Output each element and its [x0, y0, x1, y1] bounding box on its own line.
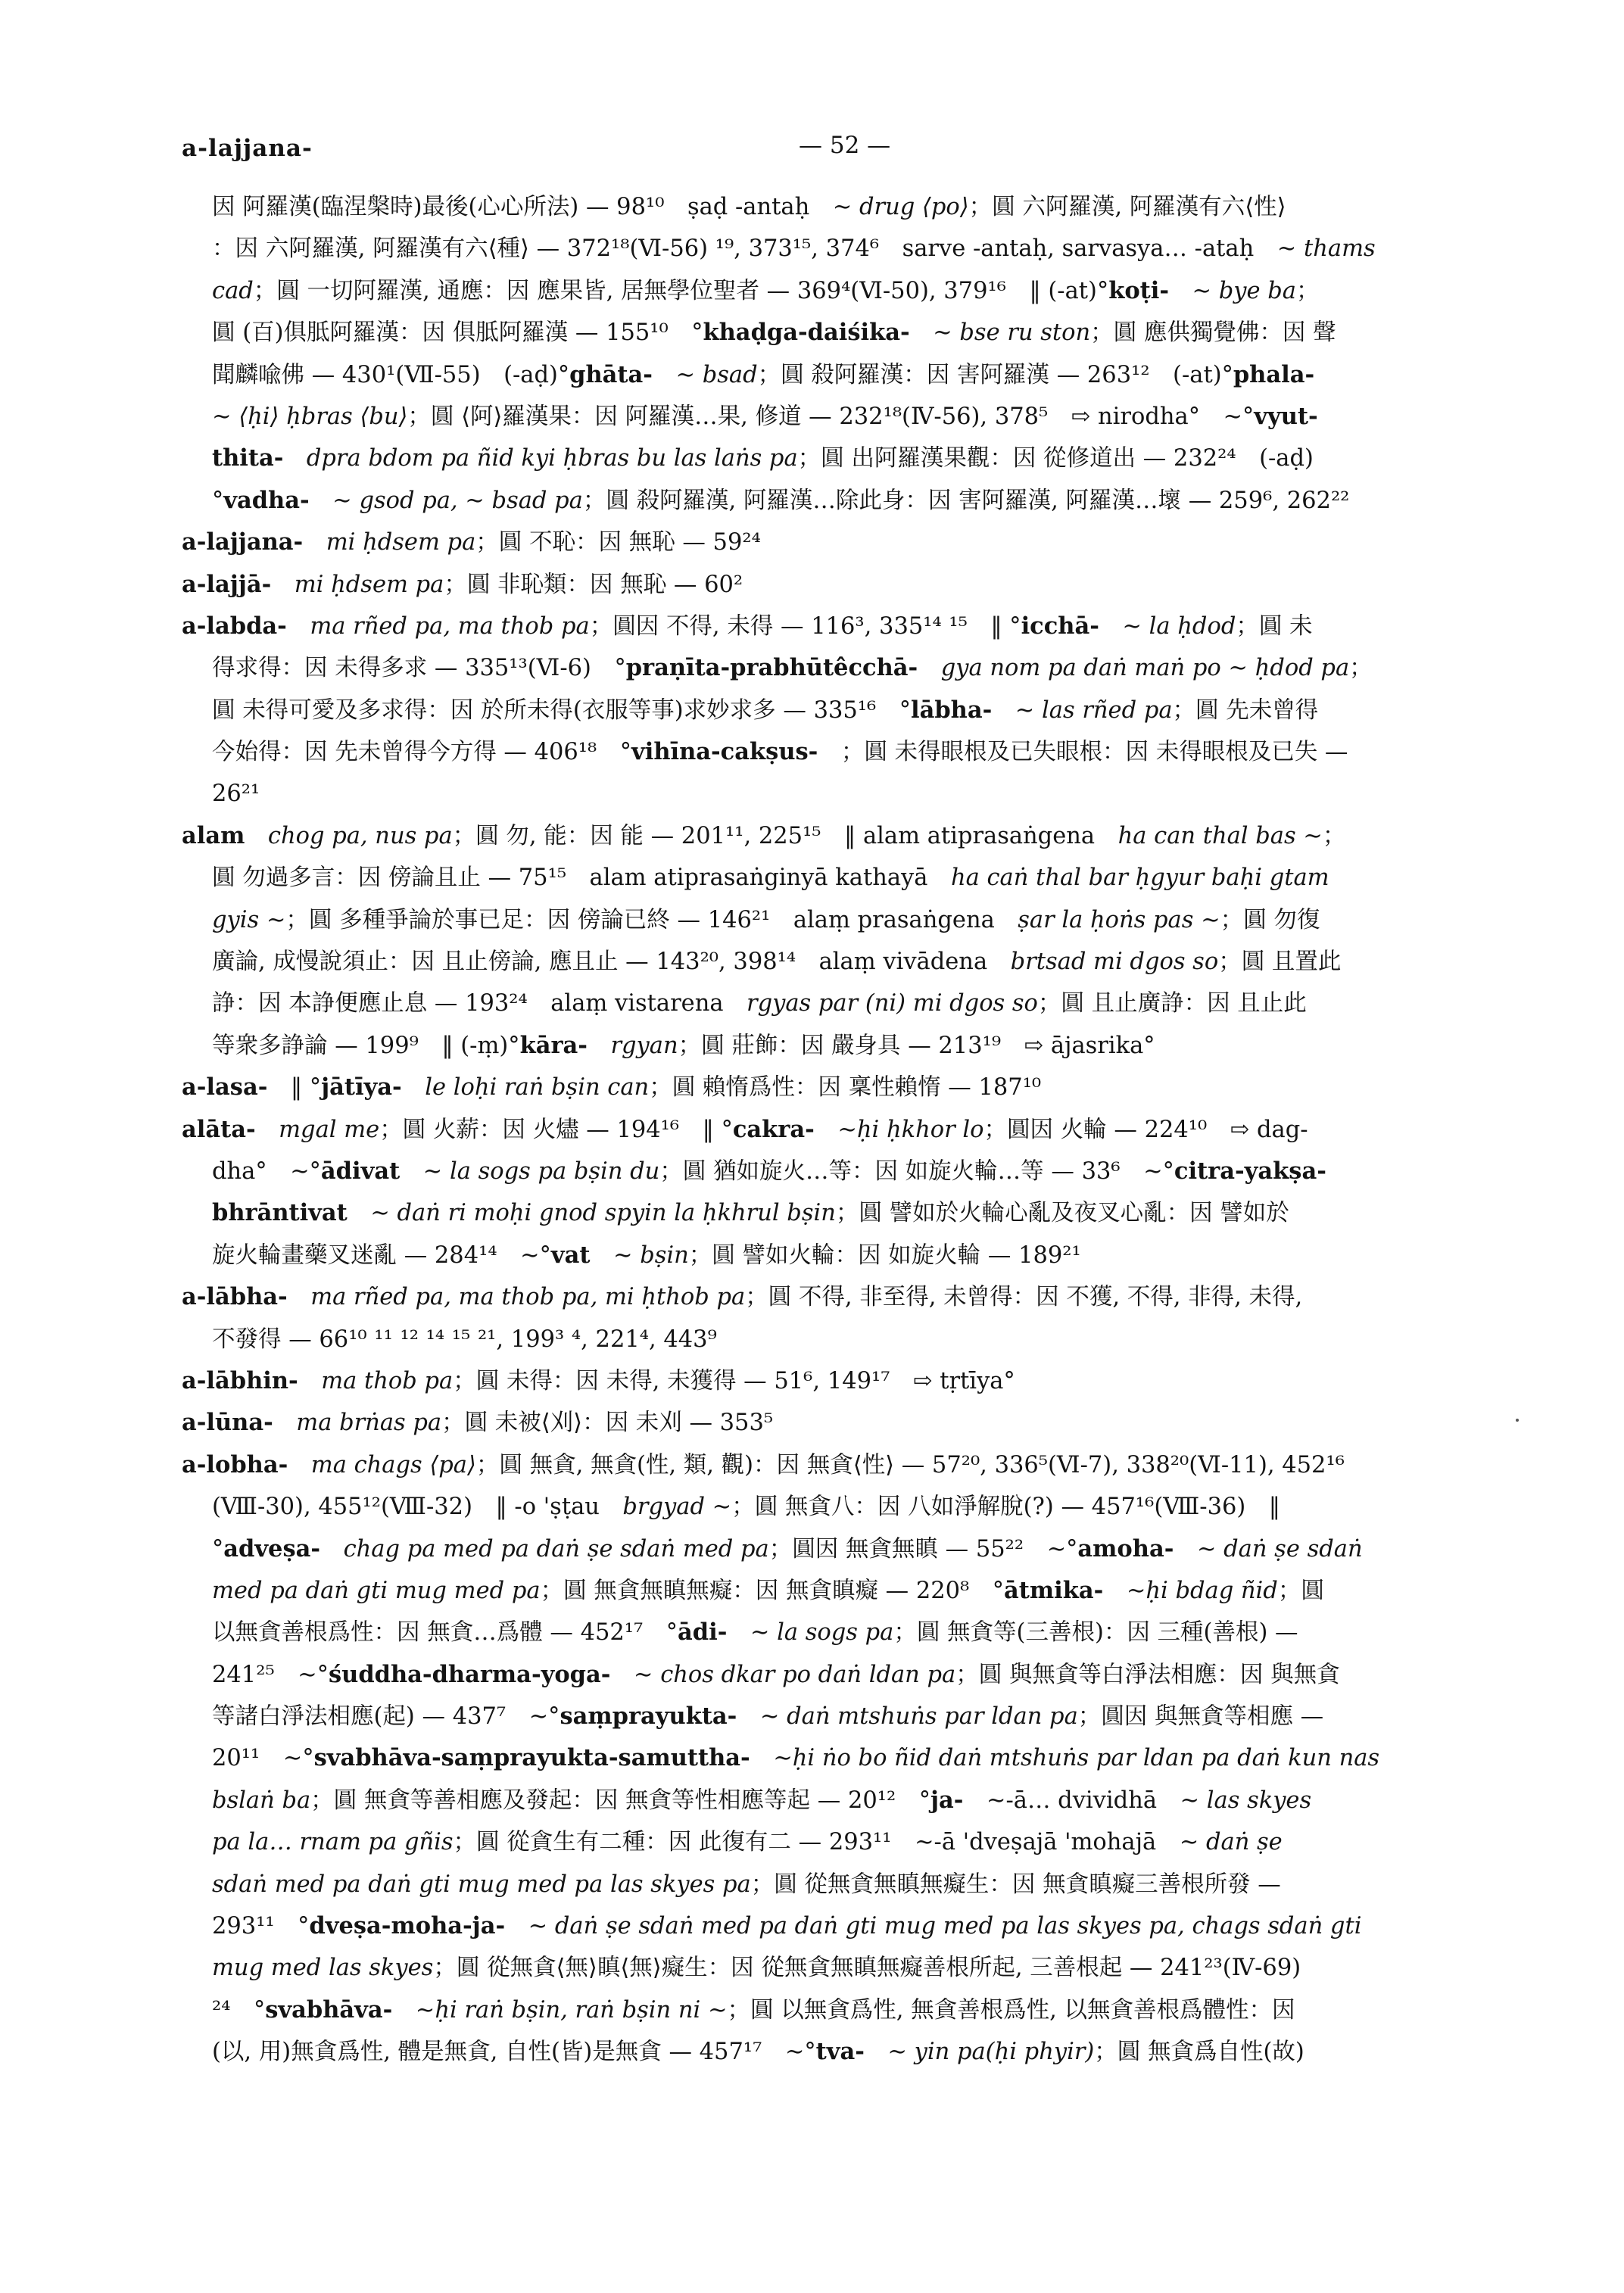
tibetan-text: gya nom pa daṅ maṅ po ∼ ḥdod pa [940, 655, 1350, 682]
headword: vadha- [223, 486, 310, 514]
text-segment: ∼ [737, 1703, 787, 1731]
tibetan-text: ha can thal bas ∼ [1117, 822, 1323, 849]
headword: a-lobha- [182, 1450, 288, 1478]
text-segment: 圓 勿過多言：因 傍論且止 — 75¹⁵ alam atiprasaṅginyā kathayā [212, 865, 951, 892]
entry-start-line [182, 522, 1526, 563]
headword: vihīna-cakṣus- [631, 738, 818, 766]
text-segment [918, 655, 941, 681]
tibetan-text: gsod pa, ∼ bsad pa [359, 487, 583, 514]
tibetan-text: la ḥdod [1149, 612, 1236, 640]
tibetan-text: chag pa med pa daṅ ṣe sdaṅ med pa [343, 1535, 769, 1562]
text-segment: ；圓 從貪生有二種：因 此復有二 — 293¹¹ ∼-ā 'dveṣajā 'mohajā ∼ [453, 1829, 1206, 1856]
text-segment [392, 1997, 416, 2024]
headword: ja- [930, 1786, 964, 1814]
entry-continuation-line [182, 1528, 1526, 1570]
text-segment: ；圓 無貪無瞋無癡：因 無貪瞋癡 — 220⁸ ° [540, 1577, 1005, 1604]
tibetan-text: rgyan [610, 1032, 678, 1059]
tibetan-text: daṅ ṣe sdaṅ [1223, 1535, 1363, 1562]
entry-continuation-line [182, 438, 1526, 479]
headword: ādivat [320, 1157, 401, 1185]
tibetan-text: bṣin [640, 1242, 689, 1269]
text-segment: ∼ [1174, 1535, 1224, 1562]
tibetan-text: bslaṅ ba [212, 1787, 311, 1814]
text-segment [287, 613, 310, 640]
text-segment: ； [1296, 277, 1320, 304]
page-number: — 52 — [799, 132, 891, 159]
stray-mark [1516, 1419, 1519, 1422]
text-segment: ；圓 不恥：因 無恥 — 59²⁴ [475, 529, 761, 556]
text-segment: ；圓 未被⟨刈⟩：因 未刈 — 353⁵ [441, 1410, 774, 1437]
text-segment: ；圓 [1277, 1577, 1324, 1604]
text-segment: ；圓 先未曾得 [1172, 696, 1319, 724]
tibetan-text: mi ḥdsem pa [294, 571, 444, 598]
entry-start-line [182, 815, 1526, 857]
tibetan-text: daṅ ṣe [1205, 1829, 1283, 1856]
tibetan-text: las skyes [1206, 1787, 1312, 1814]
text-segment: ；圓 六阿羅漢, 阿羅漢有六⟨性⟩ [968, 194, 1286, 220]
tibetan-text: ma chags ⟨pa⟩ [310, 1451, 476, 1478]
text-segment: ；圓 從無貪⟨無⟩瞋⟨無⟩癡生：因 從無貪無瞋無癡善根所起, 三善根起 — 241²³(Ⅳ-69) [433, 1955, 1301, 1982]
entry-continuation-line [182, 1864, 1526, 1905]
text-segment: ；圓 無貪等善相應及發起：因 無貪等性相應等起 — 20¹² ° [310, 1787, 930, 1814]
text-segment: ；圓因 火輪 — 224¹⁰ ⇨ dag- [983, 1116, 1308, 1143]
tibetan-text: ∼ḥi bdag ñid [1126, 1577, 1278, 1604]
entry-continuation-line [182, 1780, 1526, 1821]
text-segment: ‖ ° [267, 1074, 322, 1101]
entry-continuation-line [182, 1654, 1526, 1696]
headword: icchā- [1021, 612, 1099, 640]
text-segment: (Ⅷ-30), 455¹²(Ⅷ-32) ‖ -o 'ṣṭau [212, 1494, 623, 1521]
entry-continuation-line [182, 312, 1526, 354]
headword: a-lajjana- [182, 528, 304, 556]
entry-continuation-line [182, 941, 1526, 983]
tibetan-text: brtsad mi dgos so [1010, 949, 1219, 976]
text-segment: ；圓 與無貪等白淨法相應：因 與無貪 [955, 1661, 1340, 1688]
text-segment: ；圓 應供獨覺佛：因 聲 [1090, 319, 1336, 347]
text-segment: ；圓 殺阿羅漢, 阿羅漢…除此身：因 害阿羅漢, 阿羅漢…壞 — 259⁶, 262²² [582, 487, 1350, 514]
tibetan-text: daṅ mtshuṅs par ldan pa [787, 1703, 1078, 1731]
tibetan-text: pa la… rnam pa gñis [212, 1829, 454, 1856]
headword: śuddha-dharma-yoga- [328, 1660, 611, 1688]
entry-continuation-line [182, 1319, 1526, 1360]
headword: dveṣa-moha-ja- [309, 1912, 506, 1940]
text-segment: ∼ [1099, 612, 1149, 640]
text-segment: ° [212, 1535, 224, 1562]
headword: ādi- [678, 1618, 728, 1647]
text-segment: ：因 六阿羅漢, 阿羅漢有六⟨種⟩ — 372¹⁸(Ⅵ-56) ¹⁹, 373¹⁵, 374⁶ sarve -antaḥ, sarvasya… -ataḥ ∼ [212, 235, 1304, 263]
entry-continuation-line [182, 647, 1526, 689]
text-segment: ；圓 莊飾：因 嚴身具 — 213¹⁹ ⇨ ājasrika° [678, 1032, 1155, 1059]
tibetan-text: ṣar la ḥoṅs pas ∼ [1018, 906, 1220, 933]
text-segment: ；圓 多種爭論於事已足：因 傍論已終 — 146²¹ alaṃ prasaṅgena [285, 906, 1018, 933]
tibetan-text: med pa daṅ gti mug med pa [212, 1577, 541, 1604]
text-segment [273, 1410, 297, 1436]
tibetan-text: le loḥi raṅ bṣin can [425, 1074, 650, 1101]
headword: vat [550, 1241, 591, 1269]
tibetan-text: bsad [702, 361, 758, 388]
text-segment: ；圓 一切阿羅漢, 通應：因 應果皆, 居無學位聖者 — 369⁴(Ⅵ-50), 379¹⁶ ‖ (-at)° [253, 277, 1109, 304]
text-segment [303, 529, 326, 556]
tibetan-text: cad [212, 277, 254, 304]
headword: lābha- [911, 696, 993, 724]
text-segment: ； [1322, 822, 1346, 849]
headword: khaḍga-daiśika- [703, 319, 910, 347]
headword: svabhāva-saṃprayukta-samuttha- [313, 1744, 750, 1772]
tibetan-text: mi ḥdsem pa [326, 529, 476, 556]
entry-continuation-line [182, 1905, 1526, 1947]
text-segment: ；圓 以無貪爲性, 無貪善根爲性, 以無貪善根爲體性：因 [727, 1996, 1295, 2024]
text-segment [402, 1074, 425, 1101]
text-segment: ； [1349, 655, 1373, 682]
tibetan-text: daṅ ri moḥi gnod spyin la ḥkhrul bṣin [397, 1200, 836, 1227]
headword: jātīya- [321, 1073, 402, 1101]
text-segment: ；圓 譬如火輪：因 如旋火輪 — 189²¹ [688, 1242, 1081, 1269]
text-segment: ；圓 無貪, 無貪(性, 類, 觀)：因 無貪⟨性⟩ — 57²⁰, 336⁵(Ⅵ-7), 338²⁰(Ⅵ-11), 452¹⁶ [475, 1451, 1345, 1478]
entry-start-line [182, 1109, 1526, 1151]
text-segment: (以, 用)無貪爲性, 體是無貪, 自性(皆)是無貪 — 457¹⁷ ∼° [212, 2039, 816, 2066]
headword: alāta- [182, 1115, 256, 1143]
tibetan-text: ha caṅ thal bar ḥgyur baḥi gtam [950, 865, 1329, 892]
headword: a-lasa- [182, 1073, 268, 1101]
text-segment: ；圓 未 [1236, 612, 1313, 640]
entry-continuation-line [182, 354, 1526, 396]
text-segment: 26²¹ [212, 780, 260, 808]
entry-continuation-line [182, 1737, 1526, 1779]
entry-continuation-line [182, 2031, 1526, 2073]
text-segment: ∼ [400, 1157, 450, 1185]
tibetan-text: daṅ ṣe sdaṅ med pa daṅ gti mug med pa las skyes pa, chags sdaṅ gti [554, 1913, 1362, 1940]
entry-continuation-line [182, 690, 1526, 731]
headword: ghāta- [569, 360, 653, 388]
text-segment [283, 445, 307, 472]
headword: thita- [212, 444, 284, 472]
headword: svabhāva- [265, 1995, 393, 2024]
entry-continuation-line [182, 983, 1526, 1024]
tibetan-text: ma rñed pa, ma thob pa, mi ḥthob pa [310, 1284, 746, 1311]
text-segment [245, 823, 268, 849]
tibetan-text: la sogs pa [777, 1619, 894, 1647]
text-segment: 等諸白淨法相應(起) — 437⁷ ∼° [212, 1703, 560, 1731]
tibetan-text: chos dkar po daṅ ldan pa [660, 1661, 956, 1688]
headword: ātmika- [1004, 1576, 1104, 1604]
text-segment: ∼ [505, 1913, 555, 1940]
entry-continuation-line [182, 731, 1526, 773]
text-segment: ；圓 出阿羅漢果觀：因 從修道出 — 232²⁴ (-aḍ) [797, 445, 1314, 472]
tibetan-text: la sogs pa bṣin du [449, 1157, 660, 1185]
headword: vyut- [1254, 402, 1318, 430]
text-segment: ；圓 勿復 [1220, 906, 1320, 933]
text-segment [256, 1117, 279, 1143]
text-segment: ∼ [652, 361, 703, 388]
entry-continuation-line [182, 1486, 1526, 1528]
entry-start-line [182, 1067, 1526, 1108]
text-segment: ；圓 譬如於火輪心亂及夜叉心亂：因 譬如於 [835, 1200, 1289, 1227]
entry-continuation-line [182, 1696, 1526, 1737]
entry-continuation-line [182, 1570, 1526, 1612]
text-segment: ；圓因 不得, 未得 — 116³, 335¹⁴ ¹⁵ ‖ ° [589, 612, 1021, 640]
entry-continuation-line [182, 1192, 1526, 1234]
text-segment: ；圓 不得, 非至得, 未曾得：因 不獲, 不得, 非得, 未得, [745, 1284, 1303, 1311]
text-segment: ；圓 賴惰爲性：因 稟性賴惰 — 187¹⁰ [649, 1074, 1042, 1101]
entry-continuation-line [182, 1235, 1526, 1276]
tibetan-text: chog pa, nus pa [267, 822, 453, 849]
text-segment [750, 1745, 774, 1771]
text-segment: ；圓因 無貪無瞋 — 55²² ∼° [768, 1535, 1078, 1562]
entry-start-line [182, 606, 1526, 647]
text-segment: 293¹¹ ° [212, 1913, 310, 1940]
text-segment: ；圓 勿, 能：因 能 — 201¹¹, 225¹⁵ ‖ alam atiprasaṅgena [452, 822, 1118, 849]
headword: kāra- [519, 1031, 588, 1059]
entry-continuation-line [182, 1989, 1526, 2031]
headword: cakra- [732, 1115, 815, 1143]
entry-start-line [182, 1360, 1526, 1402]
text-segment: ∼ [727, 1619, 778, 1647]
tibetan-text: bye ba [1218, 277, 1296, 304]
tibetan-text: thams [1304, 235, 1376, 263]
text-segment: 諍：因 本諍便應止息 — 193²⁴ alaṃ vistarena [212, 990, 747, 1017]
text-segment: ；圓 且止廣諍：因 且止此 [1037, 990, 1307, 1017]
entry-continuation-line [182, 857, 1526, 899]
text-segment: ；圓 ⟨阿⟩羅漢果：因 阿羅漢…果, 修道 — 232¹⁸(Ⅳ-56), 378⁵ ⇨ nirodha° ∼° [407, 403, 1255, 430]
headword: a-labda- [182, 612, 287, 640]
text-segment [288, 1284, 311, 1310]
tibetan-text: ∼ḥi raṅ bṣin, raṅ bṣin ni ∼ [415, 1996, 728, 2024]
headword: adveṣa- [223, 1534, 321, 1562]
text-segment: ；圓因 與無貪等相應 — [1077, 1703, 1324, 1731]
text-segment: ；圓 非恥類：因 無恥 — 60² [444, 571, 743, 598]
tibetan-text: brgyad ∼ [622, 1494, 732, 1521]
headword: a-lūna- [182, 1409, 273, 1437]
text-segment [298, 1368, 322, 1394]
text-segment: 廣論, 成慢說須止：因 且止傍論, 應且止 — 143²⁰, 398¹⁴ alaṃ vivādena [212, 949, 1011, 976]
entry-start-line [182, 1402, 1526, 1444]
entry-continuation-line [182, 1947, 1526, 1989]
headword: amoha- [1077, 1534, 1174, 1562]
text-segment: ∼ [212, 403, 239, 430]
headword: tva- [815, 2038, 865, 2066]
text-segment: 圓 (百)俱胝阿羅漢：因 俱胝阿羅漢 — 155¹⁰ ° [212, 319, 703, 347]
text-segment: 旋火輪畫藥叉迷亂 — 284¹⁴ ∼° [212, 1242, 551, 1269]
text-segment: ；圓 未得：因 未得, 未獲得 — 51⁶, 149¹⁷ ⇨ tṛtīya° [453, 1367, 1015, 1394]
tibetan-text: yin pa(ḥi phyir) [914, 2039, 1095, 2066]
text-segment: 圓 未得可愛及多求得：因 於所未得(衣服等事)求妙求多 — 335¹⁶ ° [212, 696, 911, 724]
text-segment: ∼ [590, 1242, 641, 1269]
entry-start-line [182, 564, 1526, 606]
text-segment: 以無貪善根爲性：因 無貪…爲體 — 452¹⁷ ° [212, 1619, 678, 1647]
tibetan-text: las rñed pa [1042, 696, 1173, 724]
text-segment [271, 572, 295, 598]
tibetan-text: ma brṅas pa [296, 1410, 442, 1437]
text-segment: ；圓 火薪：因 火燼 — 194¹⁶ ‖ ° [379, 1116, 733, 1143]
entry-continuation-line [182, 1151, 1526, 1192]
text-segment: 聞麟喩佛 — 430¹(Ⅶ-55) (-aḍ)° [212, 361, 570, 388]
entry-continuation-line [182, 1025, 1526, 1067]
entry-start-line [182, 1276, 1526, 1318]
text-segment: 等衆多諍論 — 199⁹ ‖ (-ṃ)° [212, 1032, 520, 1059]
text-segment: ；圓 殺阿羅漢：因 害阿羅漢 — 263¹² (-at)° [757, 361, 1233, 388]
text-segment: ；圓 從無貪無瞋無癡生：因 無貪瞋癡三善根所發 — [750, 1871, 1281, 1898]
text-segment: 今始得：因 先未曾得今方得 — 406¹⁸ ° [212, 739, 632, 766]
text-segment [815, 1117, 838, 1143]
text-segment: ∼ [864, 2039, 915, 2066]
text-segment: ∼ [1169, 277, 1219, 304]
entry-continuation-line [182, 270, 1526, 312]
headword: phala- [1233, 360, 1315, 388]
entry-continuation-line [182, 396, 1526, 438]
tibetan-text: gyis ∼ [212, 906, 286, 933]
entry-continuation-line [182, 773, 1526, 815]
text-segment: ∼ [309, 487, 360, 514]
text-segment: 得求得：因 未得多求 — 335¹³(Ⅵ-6) ° [212, 655, 626, 682]
entry-continuation-line [182, 186, 1526, 228]
tibetan-text: mgal me [279, 1116, 380, 1143]
text-segment [1103, 1578, 1127, 1604]
text-segment: ；圓 未得眼根及已失眼根：因 未得眼根及已失 — [818, 739, 1348, 766]
running-head: a-lajjana- [182, 135, 313, 162]
headword: saṃprayukta- [560, 1703, 737, 1731]
text-segment: 241²⁵ ∼° [212, 1661, 329, 1688]
headword: citra-yakṣa- [1174, 1157, 1326, 1185]
text-segment: ∼ [610, 1661, 661, 1688]
text-segment: ²⁴ ° [212, 1996, 266, 2024]
entry-continuation-line [182, 480, 1526, 522]
text-segment: ；圓 無貪等(三善根)：因 三種(善根) — [893, 1619, 1298, 1647]
text-segment: ∼ [992, 696, 1043, 724]
headword: a-lābha- [182, 1283, 288, 1311]
text-segment: ∼ [909, 319, 960, 347]
headword: a-lābhin- [182, 1366, 298, 1394]
text-segment: ∼-ā… dvividhā ∼ [963, 1787, 1207, 1814]
tibetan-text: mug med las skyes [212, 1955, 434, 1982]
text-segment: 不發得 — 66¹⁰ ¹¹ ¹² ¹⁴ ¹⁵ ²¹, 199³ ⁴, 221⁴, 443⁹ [212, 1326, 717, 1353]
headword: bhrāntivat [212, 1199, 348, 1227]
text-segment: ；圓 猶如旋火…等：因 如旋火輪…等 — 33⁶ ∼° [659, 1157, 1174, 1185]
text-segment [588, 1033, 611, 1059]
headword: a-lajjā- [182, 570, 272, 598]
tibetan-text: dpra bdom pa ñid kyi ḥbras bu las laṅs pa [306, 445, 798, 472]
entry-start-line [182, 1444, 1526, 1486]
text-segment: ° [212, 487, 224, 514]
tibetan-text: ∼ḥi ḥkhor lo [837, 1116, 984, 1143]
entry-continuation-line [182, 1612, 1526, 1653]
text-segment: ∼ [347, 1200, 397, 1227]
entry-continuation-line [182, 228, 1526, 269]
tibetan-text: ma thob pa [321, 1367, 454, 1394]
headword: alam [182, 821, 245, 849]
dictionary-body [182, 186, 1526, 2073]
text-segment [320, 1536, 344, 1562]
headword: koṭi- [1108, 276, 1170, 304]
text-segment [288, 1452, 311, 1478]
text-segment: dha° ∼° [212, 1157, 321, 1185]
text-segment: 因 阿羅漢(臨涅槃時)最後(心心所法) — 98¹⁰ ṣaḍ -antaḥ ∼ [212, 194, 859, 220]
text-segment: ；圓 無貪八：因 八如淨解脫(?) — 457¹⁶(Ⅷ-36) ‖ [731, 1494, 1281, 1521]
entry-continuation-line [182, 899, 1526, 941]
tibetan-text: rgyas par (ni) mi dgos so [747, 990, 1038, 1017]
headword: praṇīta-prabhūtêcchā- [625, 654, 918, 682]
text-segment: ；圓 且置此 [1218, 949, 1342, 976]
tibetan-text: drug ⟨po⟩ [859, 194, 969, 220]
text-segment: ；圓 無貪爲自性(故) [1094, 2039, 1304, 2066]
text-segment: 20¹¹ ∼° [212, 1745, 314, 1772]
tibetan-text: bse ru ston [959, 319, 1091, 347]
tibetan-text: ma rñed pa, ma thob pa [310, 612, 590, 640]
tibetan-text: sdaṅ med pa daṅ gti mug med pa las skyes pa [212, 1871, 751, 1898]
tibetan-text: ∼ḥi ṅo bo ñid daṅ mtshuṅs par ldan pa daṅ kun nas [773, 1745, 1380, 1772]
entry-continuation-line [182, 1821, 1526, 1863]
tibetan-text: ⟨ḥi⟩ ḥbras ⟨bu⟩ [238, 403, 408, 430]
